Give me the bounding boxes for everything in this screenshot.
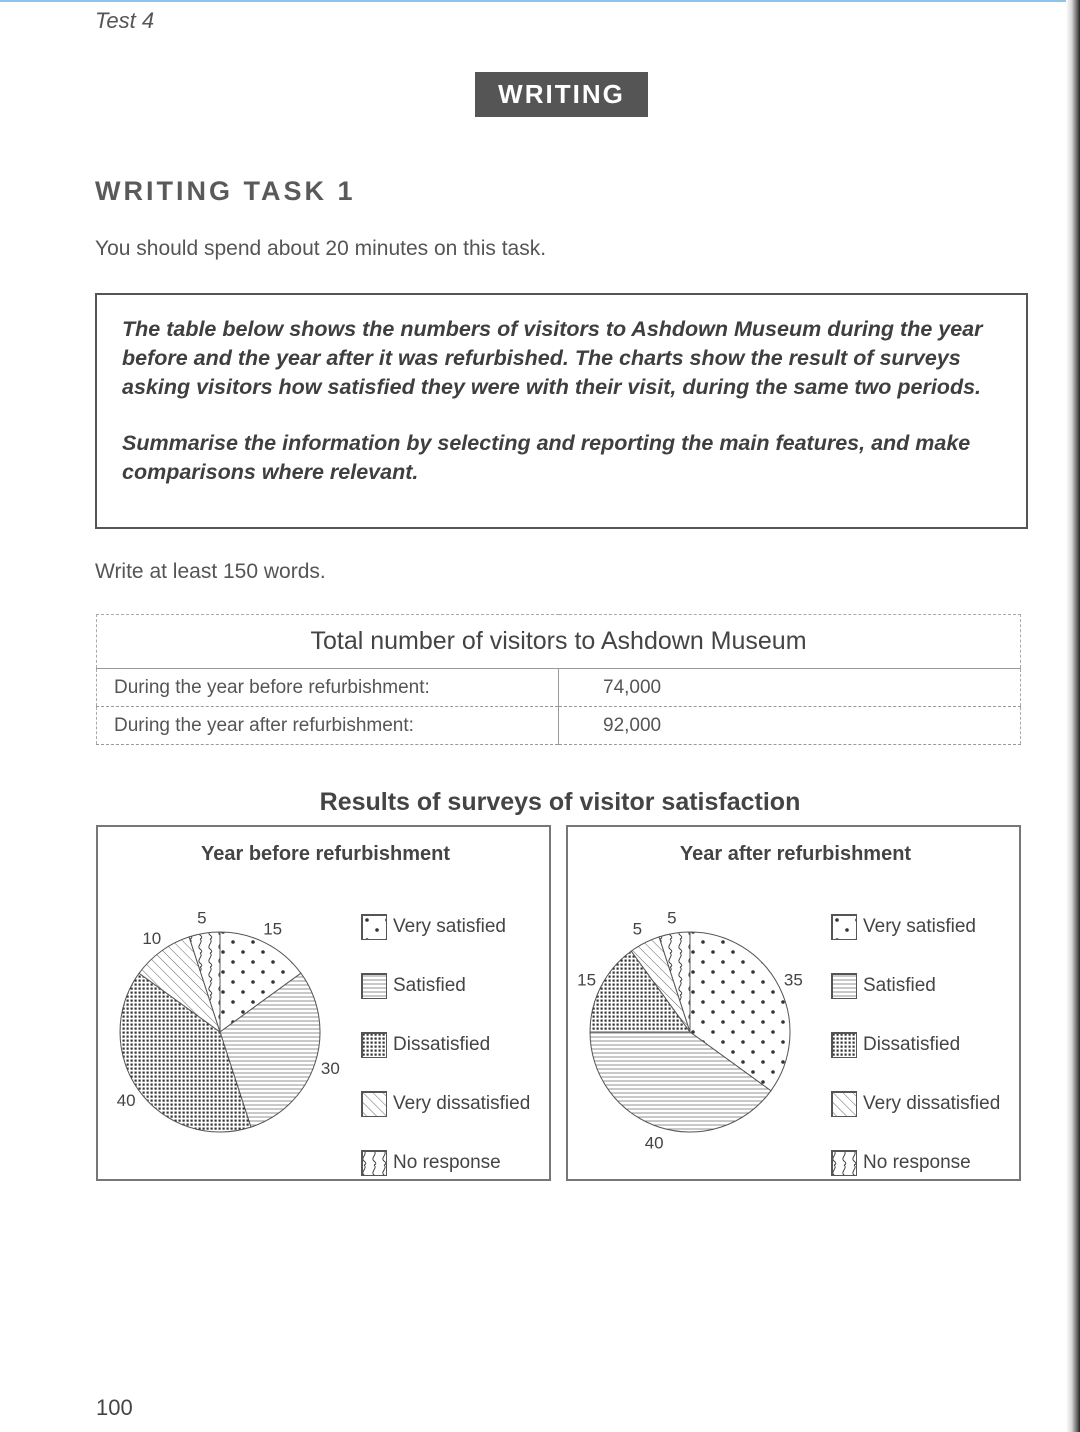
time-instruction: You should spend about 20 minutes on this task. xyxy=(95,237,547,260)
visitor-table xyxy=(96,614,1021,745)
slice-label: 30 xyxy=(320,1058,340,1078)
slice-label: 10 xyxy=(142,929,162,949)
legend-item xyxy=(831,1015,1000,1074)
legend-swatch-dots-icon xyxy=(361,914,387,940)
top-rule xyxy=(0,0,1068,2)
legend-label: No response xyxy=(393,1151,501,1173)
section-badge: WRITING xyxy=(475,72,648,117)
legend-item xyxy=(831,956,1000,1015)
slice-label: 5 xyxy=(197,908,207,928)
legend-label: Very satisfied xyxy=(863,915,976,937)
row-label: During the year after refurbishment: xyxy=(97,707,559,745)
visitor-table-title: Total number of visitors to Ashdown Museum xyxy=(97,615,1021,669)
legend-item xyxy=(361,1074,530,1133)
slice-label: 15 xyxy=(263,919,283,939)
word-instruction: Write at least 150 words. xyxy=(95,560,326,583)
page-binding-shadow xyxy=(1066,0,1080,1432)
slice-label: 5 xyxy=(667,908,677,928)
slice-label: 15 xyxy=(577,970,597,990)
task-title: WRITING TASK 1 xyxy=(95,176,356,206)
legend-label: Satisfied xyxy=(393,974,466,996)
legend-item xyxy=(361,956,530,1015)
legend-item xyxy=(361,897,530,956)
legend-label: Satisfied xyxy=(863,974,936,996)
chart-title: Year before refurbishment xyxy=(201,843,450,865)
chart-panel-before xyxy=(96,825,551,1181)
row-value: 74,000 xyxy=(559,669,1021,707)
legend xyxy=(831,897,1000,1192)
legend-swatch-hlines-icon xyxy=(361,973,387,999)
legend-label: Very dissatisfied xyxy=(393,1092,531,1114)
survey-title: Results of surveys of visitor satisfaction xyxy=(319,788,801,816)
prompt-box xyxy=(95,293,1028,529)
chart-panel-after xyxy=(566,825,1021,1181)
legend-item xyxy=(831,1133,1000,1192)
legend-item xyxy=(361,1015,530,1074)
table-row xyxy=(97,669,1021,707)
legend-swatch-dots-icon xyxy=(831,914,857,940)
legend-swatch-squiggle-icon xyxy=(361,1150,387,1176)
legend xyxy=(361,897,530,1192)
row-label: During the year before refurbishment: xyxy=(97,669,559,707)
prompt-paragraph: The table below shows the numbers of visitors to Ashdown Museum during the year before and the year after it was refurbished. The charts show the result of surveys asking visitors how satisfied they were with their visit, during the same two periods. xyxy=(122,317,983,399)
table-row xyxy=(97,707,1021,745)
legend-swatch-squiggle-icon xyxy=(831,1150,857,1176)
legend-item xyxy=(361,1133,530,1192)
chart-title: Year after refurbishment xyxy=(679,843,912,865)
slice-label: 35 xyxy=(783,970,803,990)
legend-item xyxy=(831,1074,1000,1133)
legend-swatch-grid-icon xyxy=(831,1032,857,1058)
page-number: 100 xyxy=(96,1395,133,1420)
legend-label: Dissatisfied xyxy=(393,1033,491,1055)
legend-label: No response xyxy=(863,1151,971,1173)
legend-swatch-diagonal-icon xyxy=(361,1091,387,1117)
legend-swatch-diagonal-icon xyxy=(831,1091,857,1117)
legend-item xyxy=(831,897,1000,956)
prompt-paragraph: Summarise the information by selecting and reporting the main features, and make comparisons where relevant. xyxy=(122,431,971,484)
legend-swatch-hlines-icon xyxy=(831,973,857,999)
legend-swatch-grid-icon xyxy=(361,1032,387,1058)
slice-label: 40 xyxy=(116,1091,136,1111)
test-label: Test 4 xyxy=(95,8,155,33)
slice-label: 40 xyxy=(644,1133,664,1153)
legend-label: Very dissatisfied xyxy=(863,1092,1001,1114)
slice-label: 5 xyxy=(632,919,643,939)
row-value: 92,000 xyxy=(559,707,1021,745)
legend-label: Dissatisfied xyxy=(863,1033,961,1055)
legend-label: Very satisfied xyxy=(393,915,506,937)
